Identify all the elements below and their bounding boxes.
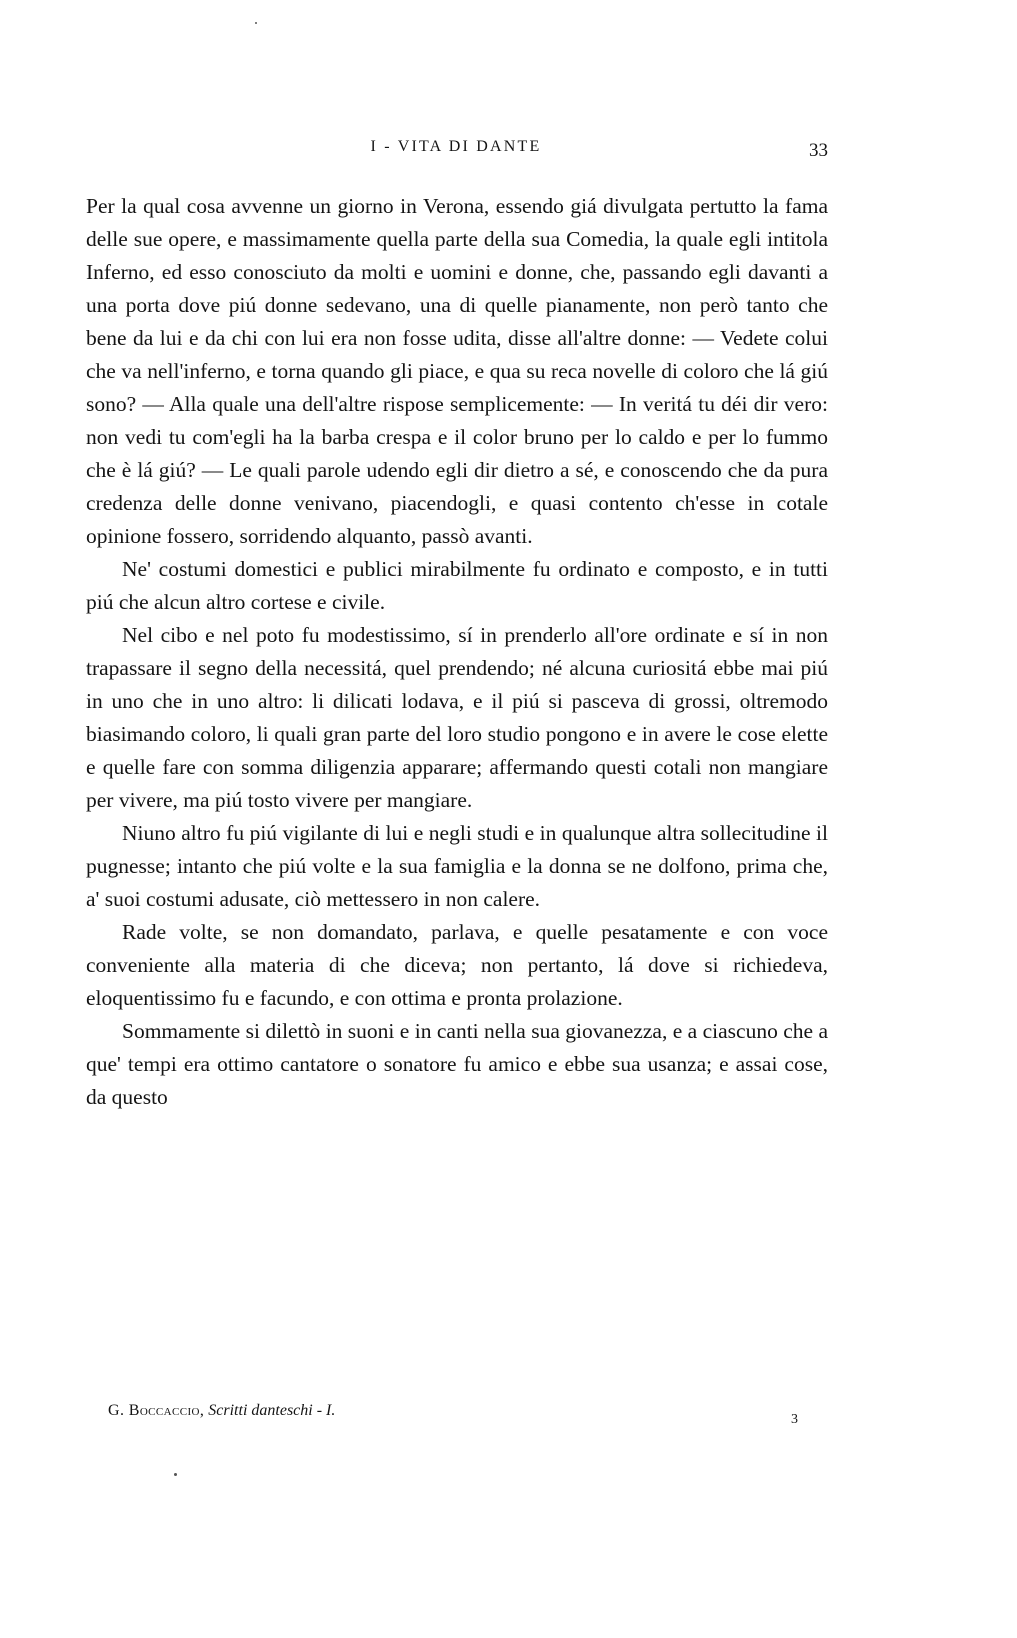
ink-speck <box>255 22 257 24</box>
paragraph: Nel cibo e nel poto fu modestissimo, sí in prenderlo all'ore ordinate e sí in non trapassare il segno della necessitá, quel prendendo; né alcuna curiositá ebbe mai piú in uno che in uno altro: li dilicati lodava, e il piú si pasceva di grossi, oltremodo biasimando coloro, li quali gran parte del loro studio pongono e in avere le cose elette e quelle fare con somma diligenzia apparare; affermando questi cotali non mangiare per vivere, ma piú tosto vivere per mangiare. <box>86 623 828 812</box>
page-header <box>84 138 828 168</box>
signature-author: G. Boccaccio, <box>108 1402 205 1419</box>
paragraph: Niuno altro fu piú vigilante di lui e negli studi e in qualunque altra sollecitudine il pugnesse; intanto che piú volte e la sua famiglia e la donna se ne dolfono, prima che, a' suoi costumi adusate, ciò mettessero in non calere. <box>86 821 828 911</box>
body-text <box>86 190 828 1114</box>
signature-line <box>108 1402 335 1420</box>
paragraph: Rade volte, se non domandato, parlava, e quelle pesatamente e con voce conveniente alla materia di che diceva; non pertanto, lá dove si richiedeva, eloquentissimo fu e facundo, e con ottima e pronta prolazione. <box>86 920 828 1010</box>
signature-work-title: Scritti danteschi - I. <box>208 1402 336 1419</box>
ink-speck <box>174 1473 177 1476</box>
paragraph: Per la qual cosa avvenne un giorno in Verona, essendo giá divulgata pertutto la fama delle sue opere, e massimamente quella parte della sua Comedia, la quale egli intitola Inferno, ed esso conosciuto da molti e uomini e donne, che, passando egli davanti a una porta dove piú donne sedevano, una di quelle pianamente, non però tanto che bene da lui e da chi con lui era non fosse udita, disse all'altre donne: — Vedete colui che va nell'inferno, e torna quando gli piace, e qua su reca novelle di coloro che lá giú sono? — Alla quale una dell'altre rispose semplicemente: — In veritá tu déi dir vero: non vedi tu com'egli ha la barba crespa e il color bruno per lo caldo e per lo fummo che è lá giú? — Le quali parole udendo egli dir dietro a sé, e conoscendo che da pura credenza delle donne venivano, piacendogli, e quasi contento ch'esse in cotale opinione fossero, sorridendo alquanto, passò avanti. <box>86 194 828 548</box>
page-number: 33 <box>809 140 828 161</box>
paragraph: Sommamente si dilettò in suoni e in canti nella sua giovanezza, e a ciascuno che a que' tempi era ottimo cantatore o sonatore fu amico e ebbe sua usanza; e assai cose, da questo <box>86 1019 828 1109</box>
page-footer <box>84 1402 828 1442</box>
paragraph: Ne' costumi domestici e publici mirabilmente fu ordinato e composto, e in tutti piú che alcun altro cortese e civile. <box>86 557 828 614</box>
running-head: I - VITA DI DANTE <box>370 138 542 155</box>
signature-mark: 3 <box>791 1412 798 1427</box>
